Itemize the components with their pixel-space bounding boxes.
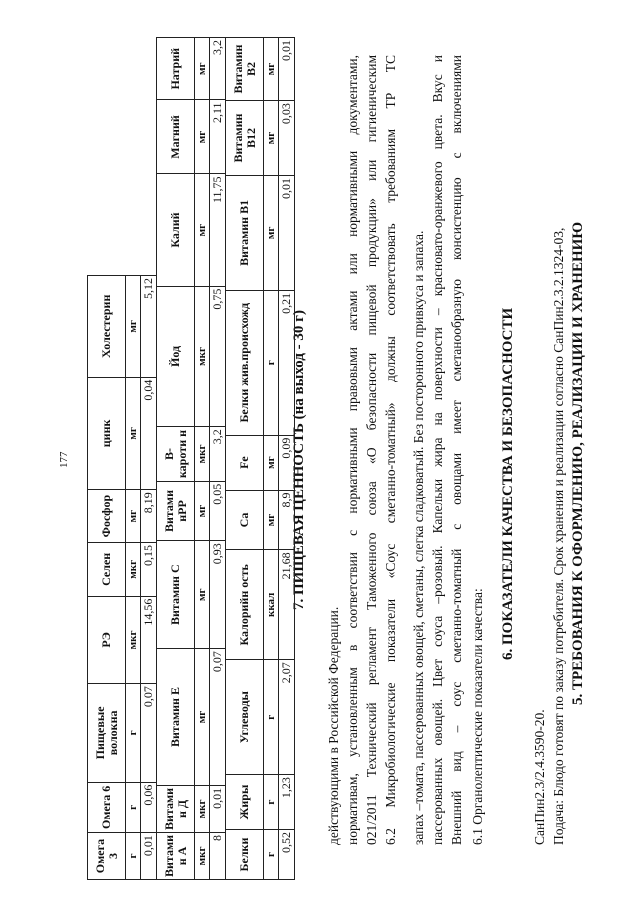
- unit-cell: мг: [195, 481, 210, 541]
- value-cell: 8,9: [279, 490, 295, 550]
- header-cell: Омега 6: [88, 782, 126, 832]
- unit-cell: г: [264, 290, 279, 435]
- value-cell: 0,07: [141, 684, 157, 783]
- value-cell: 5,12: [141, 276, 157, 378]
- header-cell: Йод: [157, 286, 195, 427]
- table3-values-row: [141, 276, 157, 880]
- unit-cell: г: [264, 775, 279, 830]
- header-cell: Калорийн ость: [226, 550, 264, 660]
- unit-cell: мкг: [195, 785, 210, 832]
- value-cell: 3,2: [210, 38, 226, 100]
- table1-units-row: [264, 38, 279, 880]
- unit-cell: г: [264, 660, 279, 775]
- header-cell: Витамин B2: [226, 38, 264, 101]
- header-cell: РЭ: [88, 596, 126, 683]
- unit-cell: мг: [195, 38, 210, 100]
- unit-cell: мг: [195, 174, 210, 286]
- table3-header-row: [88, 276, 126, 880]
- value-cell: 0,05: [210, 481, 226, 541]
- header-cell: Витами н Д: [157, 785, 195, 832]
- section5-text-line1: Подача: Блюдо готовят по заказу потребителя. Срок хранения и реализации согласно СанПин2.3.2.1324-03,: [551, 227, 566, 845]
- header-cell: Омега 3: [88, 833, 126, 880]
- header-cell: Витамин С: [157, 541, 195, 649]
- micro-line3: нормативам, установленным в соответствии с нормативными правовыми актами или нормативными документами,: [345, 55, 360, 845]
- value-cell: 0,93: [210, 541, 226, 649]
- unit-cell: мг: [195, 649, 210, 786]
- micro-line4: действующими в Российской Федерации.: [326, 606, 341, 845]
- unit-cell: г: [126, 833, 141, 880]
- value-cell: 2,11: [210, 100, 226, 174]
- value-cell: 0,01: [141, 833, 157, 880]
- header-cell: Селен: [88, 543, 126, 597]
- unit-cell: г: [126, 782, 141, 832]
- unit-cell: мг: [264, 490, 279, 550]
- header-cell: Калий: [157, 174, 195, 286]
- table2-header-row: [157, 38, 195, 880]
- value-cell: 0,01: [210, 785, 226, 832]
- header-cell: Холестерин: [88, 276, 126, 378]
- organoleptic-line3: запах –томата, пассерованных овощей, сметаны, слегка сладковатый. Без посторонного привкуса и запаха.: [411, 230, 426, 845]
- header-cell: Жиры: [226, 775, 264, 830]
- unit-cell: мкг: [195, 832, 210, 879]
- unit-cell: мг: [264, 176, 279, 291]
- header-cell: Натрий: [157, 38, 195, 100]
- table1-values-row: [279, 38, 295, 880]
- unit-cell: мг: [195, 541, 210, 649]
- value-cell: 0,07: [210, 649, 226, 786]
- unit-cell: мг: [264, 101, 279, 176]
- table2-values-row: [210, 38, 226, 880]
- unit-cell: мг: [264, 38, 279, 101]
- value-cell: 11,75: [210, 174, 226, 286]
- header-cell: Витами н А: [157, 832, 195, 879]
- header-cell: цинк: [88, 377, 126, 490]
- micro-line2: 021/2011 Технический регламент Таможенного союза «О безопасности пищевой продукции» или гигиеническим: [364, 55, 379, 845]
- organoleptic-line1: Внешний вид – соус сметанно-томатный с овощами имеет сметанообразную консистенцию с включениями: [449, 55, 464, 845]
- unit-cell: мг: [264, 435, 279, 490]
- header-cell: Углеводы: [226, 660, 264, 775]
- nutrition-table-1: [225, 37, 295, 880]
- value-cell: 0,75: [210, 286, 226, 427]
- value-cell: 14,56: [141, 596, 157, 683]
- header-cell: Витамин Е: [157, 649, 195, 786]
- value-cell: 0,06: [141, 782, 157, 832]
- unit-cell: мг: [126, 276, 141, 378]
- value-cell: 3,2: [210, 427, 226, 482]
- value-cell: 0,15: [141, 543, 157, 597]
- micro-line1: 6.2 Микробиологические показатели «Соус сметанно-томатный» должны соответствовать требованиям ТР ТС: [383, 55, 398, 845]
- unit-cell: мкг: [126, 543, 141, 597]
- value-cell: 0,21: [279, 290, 295, 435]
- header-cell: Магний: [157, 100, 195, 174]
- value-cell: 8: [210, 832, 226, 879]
- section5-text-line2: СанПин2.3/2.4.3590-20.: [532, 709, 547, 845]
- value-cell: 0,52: [279, 830, 295, 880]
- header-cell: Белки жив.происхожд: [226, 290, 264, 435]
- header-cell: В-карoти н: [157, 427, 195, 482]
- header-cell: Пищевые волокна: [88, 684, 126, 783]
- unit-cell: мкг: [126, 596, 141, 683]
- unit-cell: мг: [126, 377, 141, 490]
- value-cell: 0,01: [279, 176, 295, 291]
- value-cell: 0,04: [141, 377, 157, 490]
- unit-cell: ккал: [264, 550, 279, 660]
- section7-heading: 7. ПИЩЕВАЯ ЦЕННОСТЬ (на выход - 30 г): [291, 310, 307, 610]
- unit-cell: г: [264, 830, 279, 880]
- unit-cell: мг: [195, 100, 210, 174]
- header-cell: Fe: [226, 435, 264, 490]
- header-cell: Белки: [226, 830, 264, 880]
- value-cell: 0,03: [279, 101, 295, 176]
- organoleptic-title: 6.1 Органолептические показатели качества:: [470, 588, 485, 845]
- section5-heading: 5. ТРЕБОВАНИЯ К ОФОРМЛЕНИЮ, РЕАЛИЗАЦИИ И ХРАНЕНИЮ: [570, 221, 586, 705]
- unit-cell: г: [126, 684, 141, 783]
- value-cell: 2,07: [279, 660, 295, 775]
- table2-units-row: [195, 38, 210, 880]
- nutrition-table-2: [156, 37, 226, 880]
- nutrition-table-3: [87, 275, 157, 880]
- organoleptic-line2: пассерованных овощей. Цвет соуса –розовый. Капельки жира на поверхности – красновато-оранжевого цвета. Вкус и: [430, 55, 445, 845]
- value-cell: 0,09: [279, 435, 295, 490]
- section6-heading: 6. ПОКАЗАТЕЛИ КАЧЕСТВА И БЕЗОПАСНОСТИ: [500, 307, 516, 660]
- header-cell: Витамин В1: [226, 176, 264, 291]
- table3-units-row: [126, 276, 141, 880]
- header-cell: Витамин B12: [226, 101, 264, 176]
- value-cell: 8,19: [141, 490, 157, 543]
- value-cell: 0,01: [279, 38, 295, 101]
- unit-cell: мкг: [195, 286, 210, 427]
- value-cell: 21,68: [279, 550, 295, 660]
- header-cell: Ca: [226, 490, 264, 550]
- unit-cell: мкг: [195, 427, 210, 482]
- unit-cell: мг: [126, 490, 141, 543]
- header-cell: Фосфор: [88, 490, 126, 543]
- value-cell: 1,23: [279, 775, 295, 830]
- header-cell: Витами нPP: [157, 481, 195, 541]
- table1-header-row: [226, 38, 264, 880]
- page-number: 177: [58, 451, 70, 468]
